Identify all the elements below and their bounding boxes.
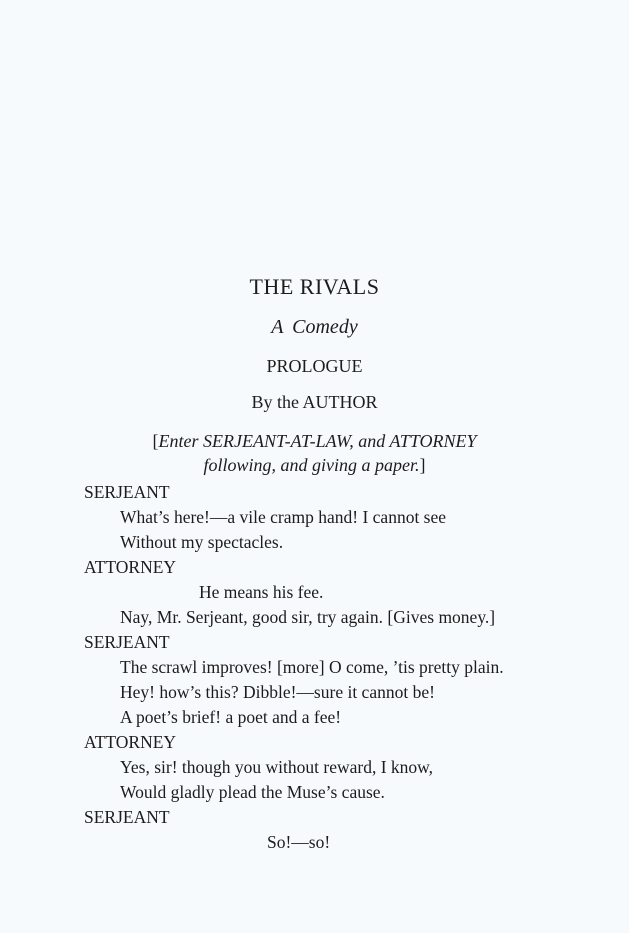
stage-direction <box>0 429 629 477</box>
verse-line: A poet’s brief! a poet and a fee! <box>120 707 342 727</box>
verse-line: Would gladly plead the Muse’s cause. <box>120 782 385 802</box>
verse-line: The scrawl improves! [more] O come, ’tis pretty plain. <box>120 657 504 677</box>
stage-direction-line-1 <box>0 429 629 453</box>
speaker-name: SERJEANT <box>84 482 170 502</box>
play-subtitle: A Comedy <box>271 316 358 338</box>
author-byline: By the AUTHOR <box>251 392 378 412</box>
verse-line: Nay, Mr. Serjeant, good sir, try again. [Gives money.] <box>120 607 496 627</box>
stage-direction-text-2: following, and giving a paper. <box>203 455 420 475</box>
verse-line: Yes, sir! though you without reward, I know, <box>120 757 434 777</box>
verse-line: So!—so! <box>267 832 331 852</box>
verse-line: Without my spectacles. <box>120 532 284 552</box>
verse-line: What’s here!—a vile cramp hand! I cannot see <box>120 507 447 527</box>
speaker-name: SERJEANT <box>84 807 170 827</box>
open-bracket: [ <box>152 431 159 451</box>
stage-direction-text-1: Enter SERJEANT-AT-LAW, and ATTORNEY <box>158 431 477 451</box>
verse-line: Hey! how’s this? Dibble!—sure it cannot be! <box>120 682 435 702</box>
section-heading: PROLOGUE <box>266 356 363 376</box>
close-bracket: ] <box>419 455 426 475</box>
verse-line: He means his fee. <box>199 582 324 602</box>
speaker-name: SERJEANT <box>84 632 170 652</box>
play-title: THE RIVALS <box>249 274 380 299</box>
dialogue <box>84 480 604 855</box>
speaker-name: ATTORNEY <box>84 557 177 577</box>
speaker-name: ATTORNEY <box>84 732 177 752</box>
stage-direction-line-2 <box>0 453 629 477</box>
